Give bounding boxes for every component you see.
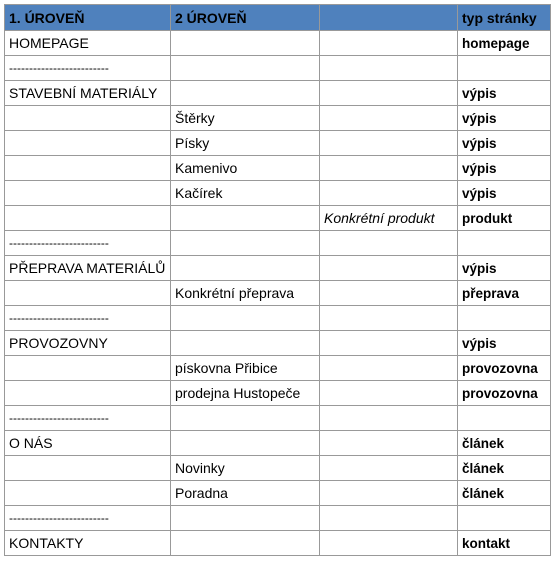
cell-level3 [320,531,458,556]
cell-level1: ------------------------- [5,306,171,331]
cell-level2: Štěrky [171,106,320,131]
cell-level2 [171,406,320,431]
cell-level3 [320,81,458,106]
header-page-type: typ stránky [458,5,551,31]
table-row [5,156,551,181]
cell-level2 [171,331,320,356]
cell-level3 [320,281,458,306]
cell-level2 [171,31,320,56]
cell-page-type [458,306,551,331]
cell-level2 [171,506,320,531]
cell-level3 [320,106,458,131]
cell-page-type [458,56,551,81]
cell-level2 [171,231,320,256]
table-row [5,31,551,56]
table-row [5,56,551,81]
cell-level1 [5,156,171,181]
cell-level1: HOMEPAGE [5,31,171,56]
cell-level1 [5,181,171,206]
cell-level2: Novinky [171,456,320,481]
cell-page-type: přeprava [458,281,551,306]
cell-level2 [171,431,320,456]
cell-page-type: homepage [458,31,551,56]
table-row [5,406,551,431]
cell-level2: Kačírek [171,181,320,206]
cell-level2 [171,531,320,556]
cell-level1: KONTAKTY [5,531,171,556]
table-row [5,431,551,456]
cell-level3 [320,356,458,381]
cell-page-type [458,406,551,431]
table-row [5,506,551,531]
table-row [5,231,551,256]
cell-level1 [5,206,171,231]
cell-level2 [171,81,320,106]
cell-level2: Kamenivo [171,156,320,181]
cell-level3 [320,56,458,81]
cell-level3 [320,456,458,481]
table-row [5,281,551,306]
cell-level3 [320,231,458,256]
cell-level1 [5,106,171,131]
cell-page-type: provozovna [458,356,551,381]
cell-level1 [5,456,171,481]
cell-page-type: článek [458,456,551,481]
cell-level3 [320,181,458,206]
cell-level1: PROVOZOVNY [5,331,171,356]
cell-level3 [320,31,458,56]
cell-level3 [320,406,458,431]
cell-page-type: výpis [458,331,551,356]
cell-level3 [320,331,458,356]
table-row [5,331,551,356]
table-row [5,356,551,381]
sitemap-table [4,4,551,556]
table-row [5,106,551,131]
table-row [5,81,551,106]
cell-level1 [5,356,171,381]
cell-level3 [320,131,458,156]
cell-level3 [320,306,458,331]
cell-page-type: provozovna [458,381,551,406]
cell-level3 [320,506,458,531]
cell-page-type: výpis [458,181,551,206]
table-body [5,31,551,556]
header-row [5,5,551,31]
cell-page-type [458,231,551,256]
table-row [5,481,551,506]
cell-page-type [458,506,551,531]
cell-level2: pískovna Přibice [171,356,320,381]
cell-level1: ------------------------- [5,506,171,531]
header-level2: 2 ÚROVEŇ [171,5,320,31]
table-row [5,131,551,156]
cell-level2: Písky [171,131,320,156]
table-row [5,381,551,406]
table-row [5,206,551,231]
cell-level2: prodejna Hustopeče [171,381,320,406]
cell-level1 [5,131,171,156]
cell-page-type: produkt [458,206,551,231]
cell-page-type: článek [458,481,551,506]
cell-page-type: výpis [458,106,551,131]
table-row [5,181,551,206]
cell-page-type: výpis [458,131,551,156]
cell-level1 [5,481,171,506]
cell-level1: ------------------------- [5,406,171,431]
cell-page-type: článek [458,431,551,456]
cell-level3 [320,156,458,181]
table-row [5,531,551,556]
cell-level1: STAVEBNÍ MATERIÁLY [5,81,171,106]
cell-level2 [171,206,320,231]
header-level1: 1. ÚROVEŇ [5,5,171,31]
cell-level1: ------------------------- [5,56,171,81]
cell-level3 [320,256,458,281]
cell-level2 [171,256,320,281]
cell-level2 [171,306,320,331]
cell-level1: O NÁS [5,431,171,456]
cell-level1: ------------------------- [5,231,171,256]
cell-level3 [320,381,458,406]
cell-page-type: výpis [458,81,551,106]
cell-level2 [171,56,320,81]
cell-level1: PŘEPRAVA MATERIÁLŮ [5,256,171,281]
header-level3 [320,5,458,31]
cell-level1 [5,281,171,306]
cell-level2: Poradna [171,481,320,506]
cell-page-type: výpis [458,156,551,181]
cell-level1 [5,381,171,406]
table-row [5,306,551,331]
cell-level3: Konkrétní produkt [320,206,458,231]
cell-level3 [320,481,458,506]
sitemap-sheet [4,4,550,556]
cell-level3 [320,431,458,456]
table-header [5,5,551,31]
table-row [5,456,551,481]
cell-level2: Konkrétní přeprava [171,281,320,306]
cell-page-type: výpis [458,256,551,281]
table-row [5,256,551,281]
cell-page-type: kontakt [458,531,551,556]
